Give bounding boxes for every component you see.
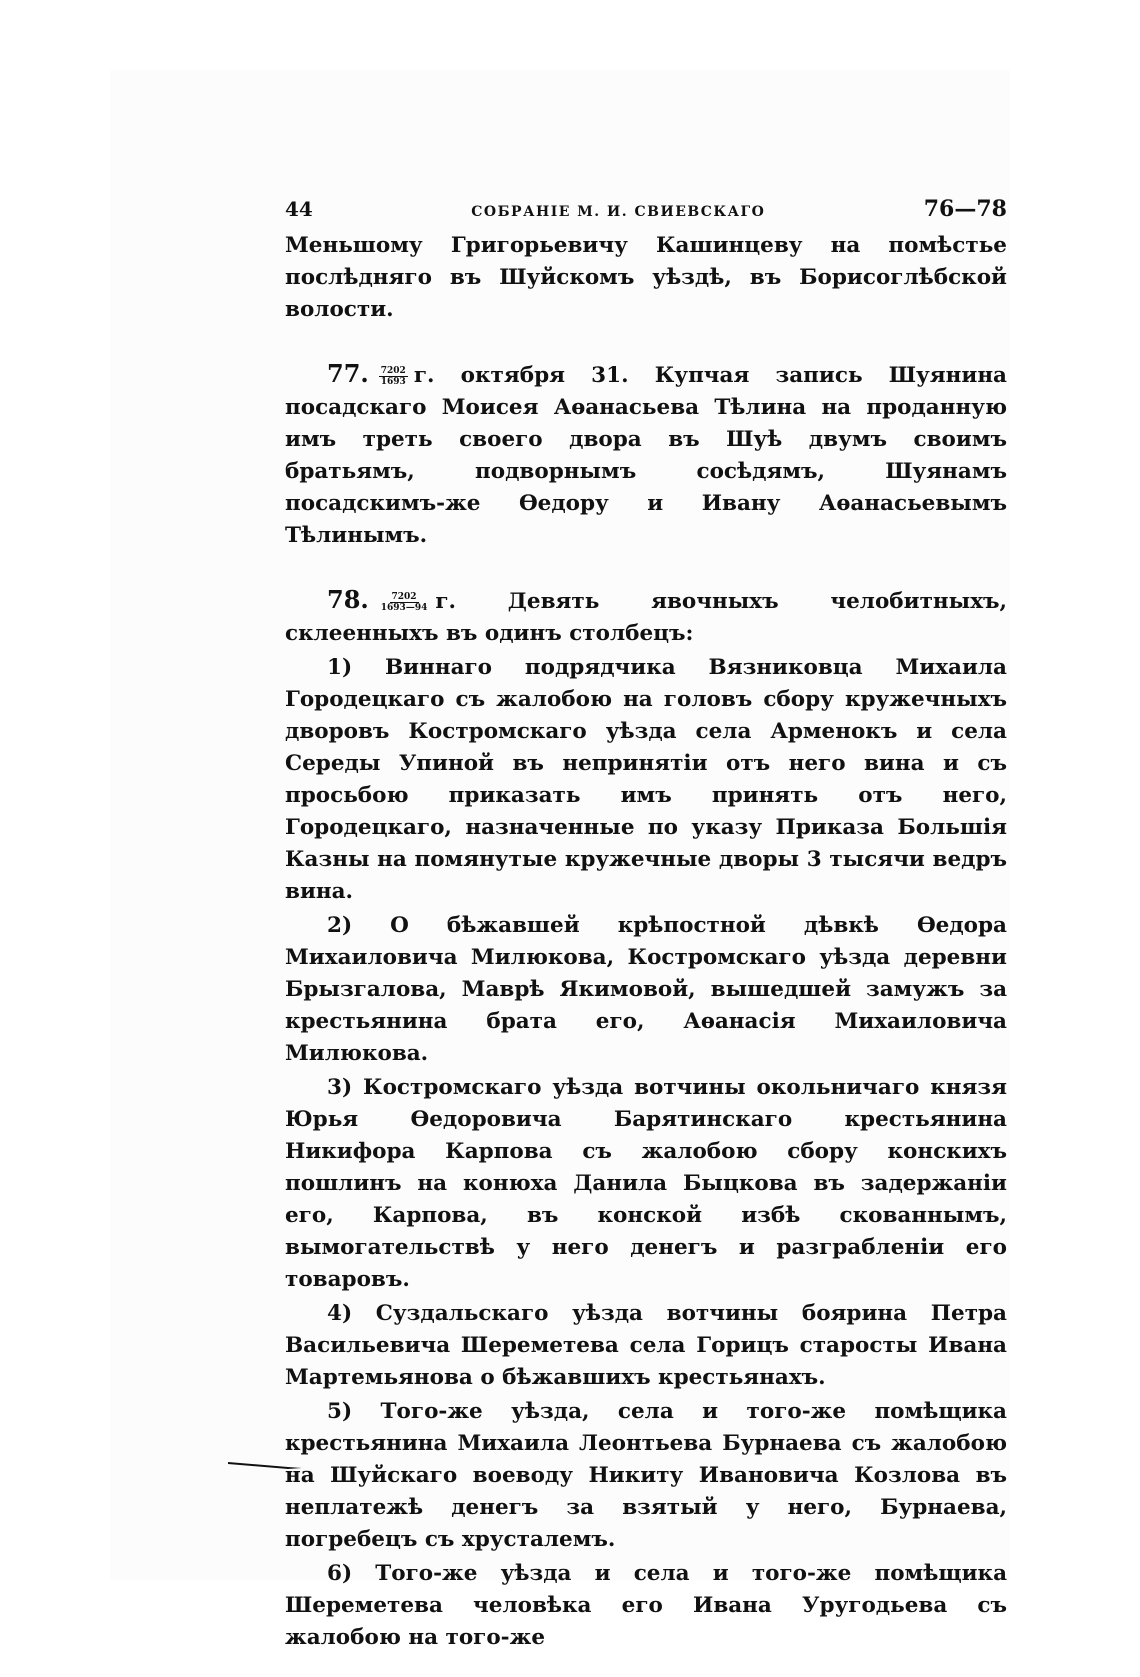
continuation-text: Меньшому Григорьевичу Кашинцеву на помѣстье послѣдняго въ Шуйскомъ уѣздѣ, въ Борисоглѣбской волости. — [285, 233, 1007, 322]
list-item: 4) Суздальскаго уѣзда вотчины боярина Петра Васильевича Шереметева села Горицъ старосты Ивана Мартемьянова о бѣжавшихъ крестьянахъ. — [285, 1301, 1007, 1390]
entry-text: г. Девять явочныхъ челобитныхъ, склеенныхъ въ одинъ столбецъ: — [285, 589, 1007, 646]
entry-number: 78. — [327, 585, 369, 614]
ink-stroke-mark — [228, 1460, 302, 1470]
entry-number: 77. — [327, 359, 369, 388]
date-bottom: 1693—94 — [380, 602, 428, 613]
date-top: 7202 — [391, 591, 417, 602]
petition-list — [285, 652, 1007, 1654]
page-content — [285, 196, 1007, 1654]
entry-text: г. октября 31. Купчая запись Шуянина посадскаго Моисея Аѳанасьева Тѣлина на проданную имъ треть своего двора въ Шуѣ двумъ своимъ братьямъ, подворнымъ сосѣдямъ, Шуянамъ посадскимъ-же Ѳедору и Ивану Аѳанасьевымъ Тѣлинымъ. — [285, 363, 1007, 548]
entry-77 — [285, 358, 1007, 552]
list-item: 6) Того-же уѣзда и села и того-же помѣщика Шереметева человѣка его Ивана Уругодьева съ жалобою на того-же — [285, 1561, 1007, 1650]
list-item: 1) Виннаго подрядчика Вязниковца Михаила Городецкаго съ жалобою на головъ сбору кружечныхъ дворовъ Костромскаго уѣзда села Арменокъ и села Середы Упиной въ непринятіи отъ него вина и съ просьбою приказать имъ принять отъ него, Городецкаго, назначенные по указу Приказа Большія Казны на помянутые кружечные дворы 3 тысячи ведръ вина. — [285, 655, 1007, 904]
date-top: 7202 — [380, 365, 406, 376]
running-header — [285, 196, 1007, 230]
list-item: 2) О бѣжавшей крѣпостной дѣвкѣ Ѳедора Михаиловича Милюкова, Костромскаго уѣзда деревни Брызгалова, Маврѣ Якимовой, вышедшей замужъ за крестьянина брата его, Аѳанасія Михаиловича Милюкова. — [285, 913, 1007, 1066]
list-item: 5) Того-же уѣзда, села и того-же помѣщика крестьянина Михаила Леонтьева Бурнаева съ жалобою на Шуйскаго воеводу Никиту Ивановича Козлова въ неплатежѣ денегъ за взятый у него, Бурнаева, погребецъ съ хрусталемъ. — [285, 1399, 1007, 1552]
page-number: 44 — [285, 197, 313, 221]
entry-date-fraction — [379, 366, 408, 387]
collection-title: СОБРАНІЕ М. И. СВИЕВСКАГО — [471, 204, 766, 220]
list-item: 3) Костромскаго уѣзда вотчины окольничаго князя Юрья Ѳедоровича Барятинскаго крестьянина Никифора Карпова съ жалобою сбору конскихъ пошлинъ на конюха Данила Быцкова въ задержаніи его, Карпова, въ конской избѣ скованнымъ, вымогательствѣ у него денегъ и разграбленіи его товаровъ. — [285, 1075, 1007, 1292]
entry-78 — [285, 584, 1007, 1654]
entry-date-fraction — [379, 592, 430, 613]
entry-range: 76—78 — [923, 196, 1007, 222]
date-bottom: 1693 — [380, 376, 406, 387]
